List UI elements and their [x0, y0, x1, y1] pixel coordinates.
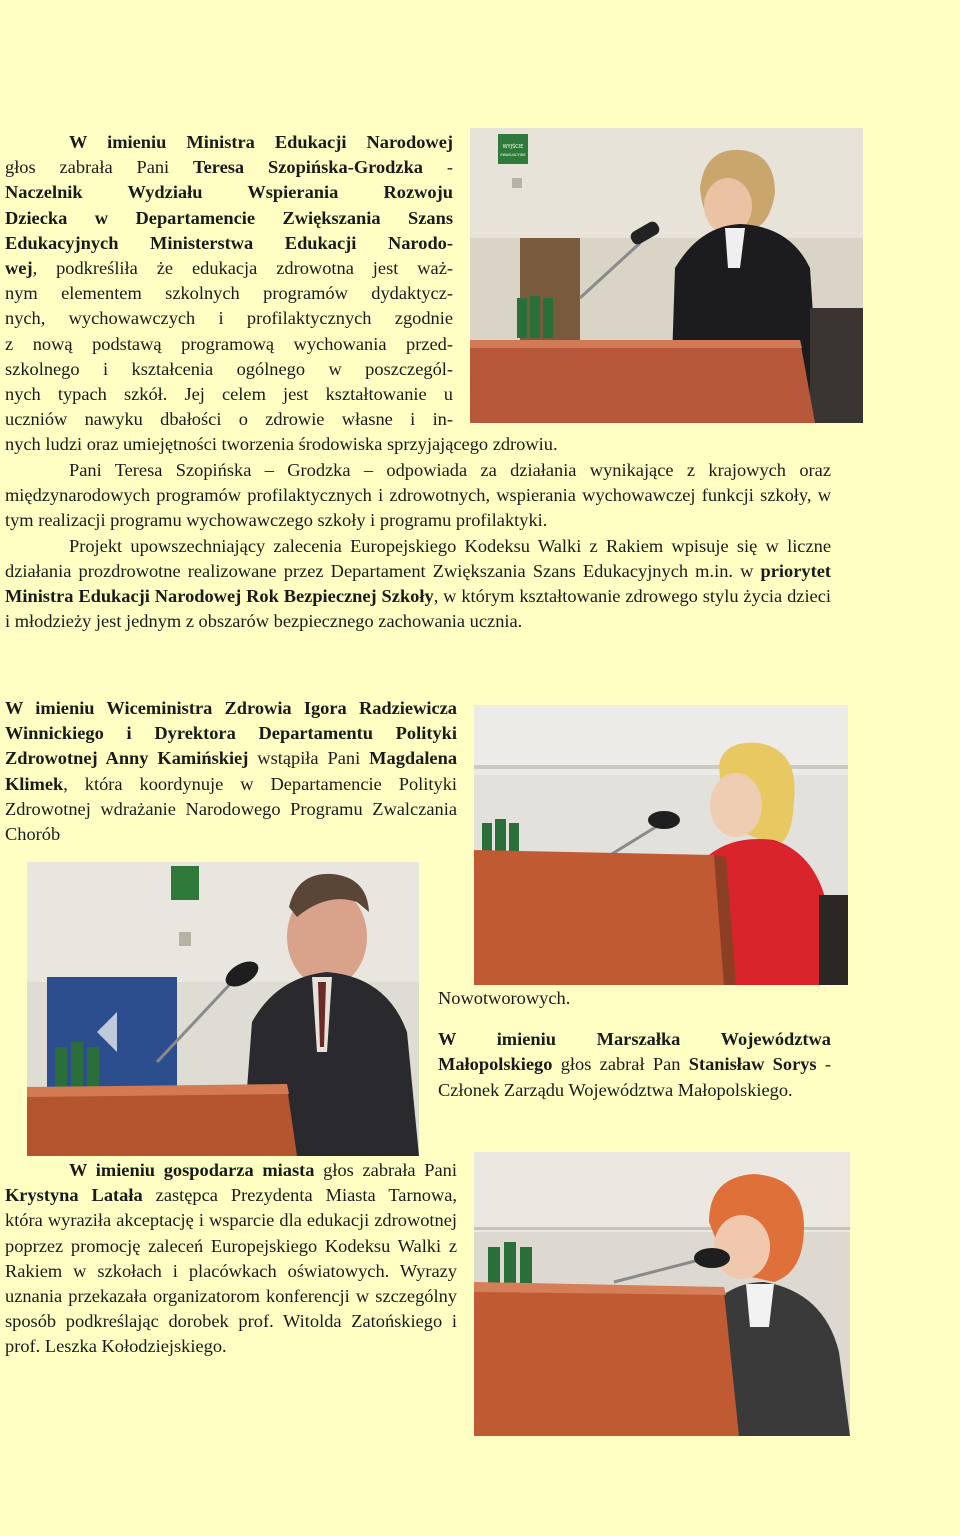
exit-sign: [171, 866, 199, 900]
text-block-project: [5, 458, 831, 634]
text-line: W imieniu Ministra Edukacji Narodowej: [69, 132, 453, 152]
paragraph: Projekt upowszechniający zalecenia Europejskiego Kodeksu Walki z Rakiem wpisuje się w liczne działania prozdrowotne realizowane przez Departament Zwiększania Szans Edukacyjnych m.in. w priorytet Ministra Edukacji Narodowej Rok Bezpiecznej Szkoły, w którym kształtowanie zdrowego stylu życia dzieci i młodzieży jest jednym z obszarów bezpiecznego zachowania ucznia.: [5, 535, 831, 632]
text-line: z nową podstawą programową wychowania przed-: [5, 333, 453, 354]
svg-text:WYJŚCIE: WYJŚCIE: [502, 144, 524, 150]
text-block-marshal: [438, 986, 831, 1103]
text-line: szkolnego i kształcenia ogólnego w poszczegól-: [5, 358, 453, 379]
paragraph: Nowotworowych.: [438, 988, 571, 1008]
text-line: nych typach szkół. Jej celem jest kształtowanie u: [5, 384, 453, 405]
paragraph: Pani Teresa Szopińska – Grodzka – odpowiada za działania wynikające z krajowych oraz międzynarodowych programów profilaktycznych i zdrowotnych, wspierania wychowawczej funkcji szkoły, w tym realizacji programu wychowawczego szkoły i programu profilaktyki.: [5, 460, 831, 531]
paragraph: W imieniu gospodarza miasta głos zabrała Pani Krystyna Latała zastępca Prezydenta Miasta Tarnowa, która wyraziła akceptację i wsparcie dla edukacji zdrowotnej poprzez promocję zaleceń Europejskiego Kodeksu Walki z Rakiem w szkołach i placówkach oświatowych. Wyrazy uznania przekazała organizatorom konferencji w szczególny sposób podkreślając dorobek prof. Witolda Zatońskiego i prof. Leszka Kołodziejskiego.: [5, 1160, 457, 1357]
paragraph: W imieniu Wiceministra Zdrowia Igora Radziewicza Winnickiego i Dyrektora Departamentu Polityki Zdrowotnej Anny Kamińskiej wstąpiła Pani Magdalena Klimek, która koordynuje w Departamencie Polityki Zdrowotnej wdrażanie Narodowego Programu Zwalczania Chorób: [5, 698, 458, 845]
text-line: nym elementem szkolnych programów dydaktycz-: [5, 283, 453, 304]
text-line-full-width: nych ludzi oraz umiejętności tworzenia środowiska sprzyjającego zdrowiu.: [5, 434, 558, 454]
text-line: wej, podkreśliła że edukacja zdrowotna jest waż-: [5, 258, 453, 279]
paragraph: W imieniu Marszałka Województwa Małopolskiego głos zabrał Pan Stanisław Sorys - Członek Zarządu Województwa Małopolskiego.: [438, 1029, 831, 1100]
photo-magdalena-klimek: [474, 705, 848, 985]
text-line: Dziecka w Departamencie Zwiększania Szans: [5, 207, 453, 228]
text-line: głos zabrała Pani Teresa Szopińska-Grodzka -: [5, 157, 453, 178]
text-block-city-host: [5, 1158, 457, 1360]
text-block-minister: [5, 130, 453, 432]
text-line: uczniów nawyku dbałości o zdrowie własne i in-: [5, 409, 453, 430]
photo-krystyna-latala: [474, 1152, 850, 1436]
text-block-vice-minister: [5, 696, 457, 847]
photo-teresa-szopinska-grodzka: [470, 128, 863, 423]
svg-text:EWAKUACYJNE: EWAKUACYJNE: [500, 153, 526, 157]
photo-stanislaw-sorys: [27, 862, 419, 1156]
text-line: Edukacyjnych Ministerstwa Edukacji Narodo-: [5, 232, 453, 253]
text-line: Naczelnik Wydziału Wspierania Rozwoju: [5, 182, 453, 203]
text-line: nych, wychowawczych i profilaktycznych zgodnie: [5, 308, 453, 329]
